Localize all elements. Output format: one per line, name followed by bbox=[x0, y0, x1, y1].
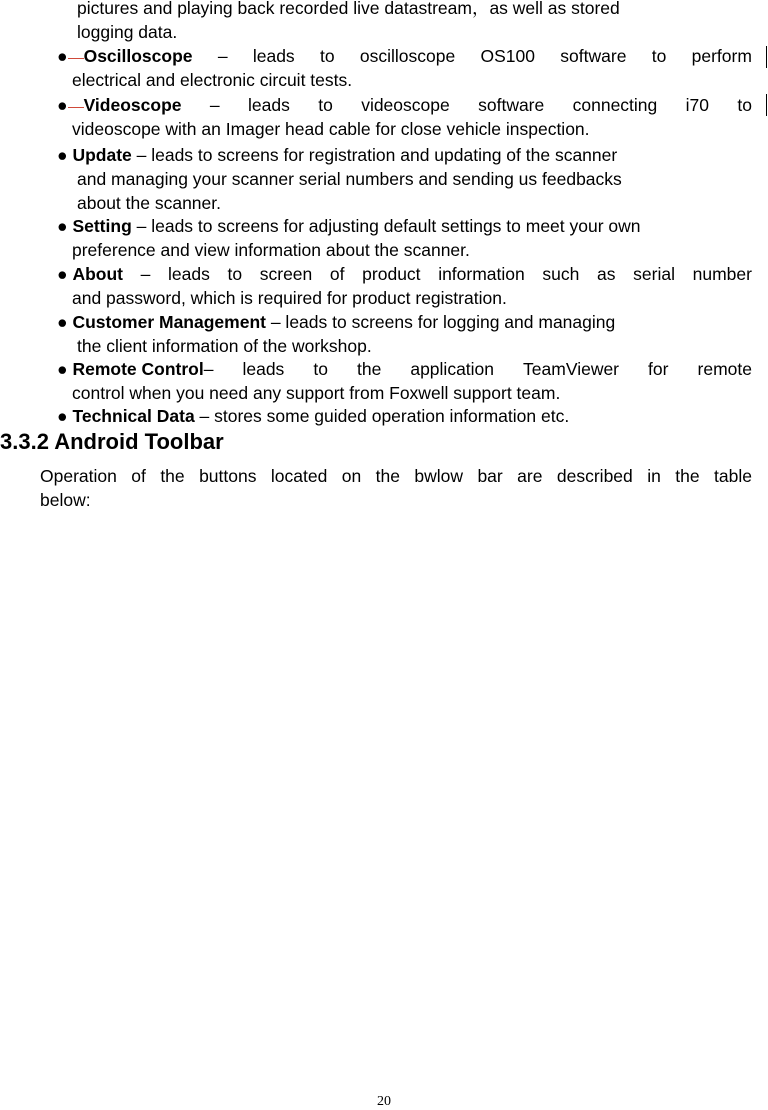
word: Operation bbox=[40, 466, 117, 486]
word: oscilloscope bbox=[359, 46, 456, 66]
word: to bbox=[318, 95, 333, 115]
word: screen bbox=[259, 264, 313, 284]
bullet-icon: ● bbox=[57, 145, 68, 165]
update-line-1: – leads to screens for registration and updating of the scanner bbox=[131, 145, 618, 165]
bullet-icon: ● bbox=[57, 216, 68, 236]
word: as bbox=[597, 264, 616, 284]
word: – bbox=[140, 264, 151, 284]
word: – bbox=[209, 95, 220, 115]
word: are bbox=[517, 466, 543, 486]
word: to bbox=[651, 46, 667, 66]
word: to bbox=[319, 46, 335, 66]
word: leads bbox=[168, 264, 210, 284]
bullet-icon: ● bbox=[57, 406, 68, 426]
word: on bbox=[341, 466, 362, 486]
word: bwlow bbox=[414, 466, 464, 486]
section-heading: 3.3.2 Android Toolbar bbox=[0, 429, 224, 454]
setting-line-2: preference and view information about the scanner. bbox=[72, 240, 470, 260]
about-line-1 bbox=[57, 262, 752, 286]
remote-line-1 bbox=[57, 357, 752, 381]
list-item-technical-data bbox=[57, 404, 752, 428]
word: in bbox=[647, 466, 661, 486]
videoscope-title: Videoscope bbox=[83, 95, 182, 115]
word: to bbox=[313, 359, 328, 379]
customer-line-1: – leads to screens for logging and managing bbox=[265, 312, 616, 332]
remote-title: Remote Control bbox=[72, 359, 204, 379]
underline-mark bbox=[68, 44, 84, 59]
setting-line-1: – leads to screens for adjusting default settings to meet your own bbox=[131, 216, 641, 236]
word: remote bbox=[697, 359, 752, 379]
margin-bar bbox=[766, 46, 767, 68]
word: the bbox=[356, 359, 382, 379]
intro-line-1: pictures and playing back recorded live datastream，as well as stored bbox=[77, 0, 620, 18]
word: for bbox=[648, 359, 669, 379]
word: perform bbox=[691, 46, 752, 66]
word: described bbox=[556, 466, 633, 486]
bullet-icon: ● bbox=[57, 312, 68, 332]
oscilloscope-line-1 bbox=[57, 44, 752, 68]
setting-title: Setting bbox=[72, 216, 132, 236]
word: OS100 bbox=[480, 46, 535, 66]
margin-bar bbox=[766, 94, 767, 116]
word: of bbox=[131, 466, 146, 486]
word: leads bbox=[247, 95, 290, 115]
list-item-update bbox=[57, 143, 752, 215]
remote-line-2: control when you need any support from Foxwell support team. bbox=[72, 383, 561, 403]
technical-title: Technical Data bbox=[72, 406, 195, 426]
videoscope-line-2: videoscope with an Imager head cable for close vehicle inspection. bbox=[72, 119, 590, 139]
section-paragraph bbox=[40, 464, 752, 512]
word: such bbox=[542, 264, 580, 284]
about-title: About bbox=[72, 264, 123, 284]
word: number bbox=[692, 264, 752, 284]
oscilloscope-title: Oscilloscope bbox=[83, 46, 193, 66]
bullet-icon: ● bbox=[57, 264, 68, 284]
customer-title: Customer Management bbox=[72, 312, 266, 332]
about-line-2: and password, which is required for product registration. bbox=[72, 288, 507, 308]
list-item-oscilloscope bbox=[57, 44, 752, 92]
bullet-icon: ● bbox=[57, 359, 68, 379]
update-line-2: and managing your scanner serial numbers and sending us feedbacks bbox=[77, 169, 622, 189]
word: leads bbox=[252, 46, 295, 66]
underline-mark bbox=[68, 93, 84, 108]
videoscope-line-1 bbox=[57, 93, 752, 117]
list-item-remote-control bbox=[57, 357, 752, 405]
word: leads bbox=[242, 359, 285, 379]
word: the bbox=[675, 466, 700, 486]
update-title: Update bbox=[72, 145, 132, 165]
word: of bbox=[329, 264, 345, 284]
customer-line-2: the client information of the workshop. bbox=[77, 336, 372, 356]
word: buttons bbox=[199, 466, 257, 486]
word: located bbox=[270, 466, 328, 486]
word: software bbox=[560, 46, 627, 66]
word: to bbox=[737, 95, 752, 115]
word: videoscope bbox=[361, 95, 450, 115]
page-number: 20 bbox=[377, 1094, 391, 1109]
word: connecting bbox=[572, 95, 658, 115]
word: the bbox=[160, 466, 185, 486]
word: serial bbox=[633, 264, 675, 284]
paragraph-line-2: below: bbox=[40, 490, 91, 510]
word: table bbox=[714, 466, 752, 486]
technical-line-1: – stores some guided operation information etc. bbox=[194, 406, 570, 426]
word: – bbox=[217, 46, 228, 66]
word: the bbox=[375, 466, 400, 486]
list-item-about bbox=[57, 262, 752, 310]
word: application bbox=[410, 359, 495, 379]
list-item-videoscope bbox=[57, 93, 752, 141]
word: i70 bbox=[685, 95, 710, 115]
bullet-icon: ● bbox=[57, 95, 68, 115]
oscilloscope-line-2: electrical and electronic circuit tests. bbox=[72, 70, 353, 90]
word: software bbox=[478, 95, 545, 115]
word: bar bbox=[477, 466, 503, 486]
word: – bbox=[203, 359, 214, 379]
word: to bbox=[227, 264, 243, 284]
word: product bbox=[362, 264, 421, 284]
word: TeamViewer bbox=[523, 359, 620, 379]
intro-line-2: logging data. bbox=[77, 22, 178, 42]
list-item-setting bbox=[57, 214, 752, 262]
update-line-3: about the scanner. bbox=[77, 193, 221, 213]
word: information bbox=[438, 264, 525, 284]
list-item-customer-management bbox=[57, 310, 752, 358]
paragraph-line-1 bbox=[40, 464, 752, 488]
bullet-icon: ● bbox=[57, 46, 68, 66]
